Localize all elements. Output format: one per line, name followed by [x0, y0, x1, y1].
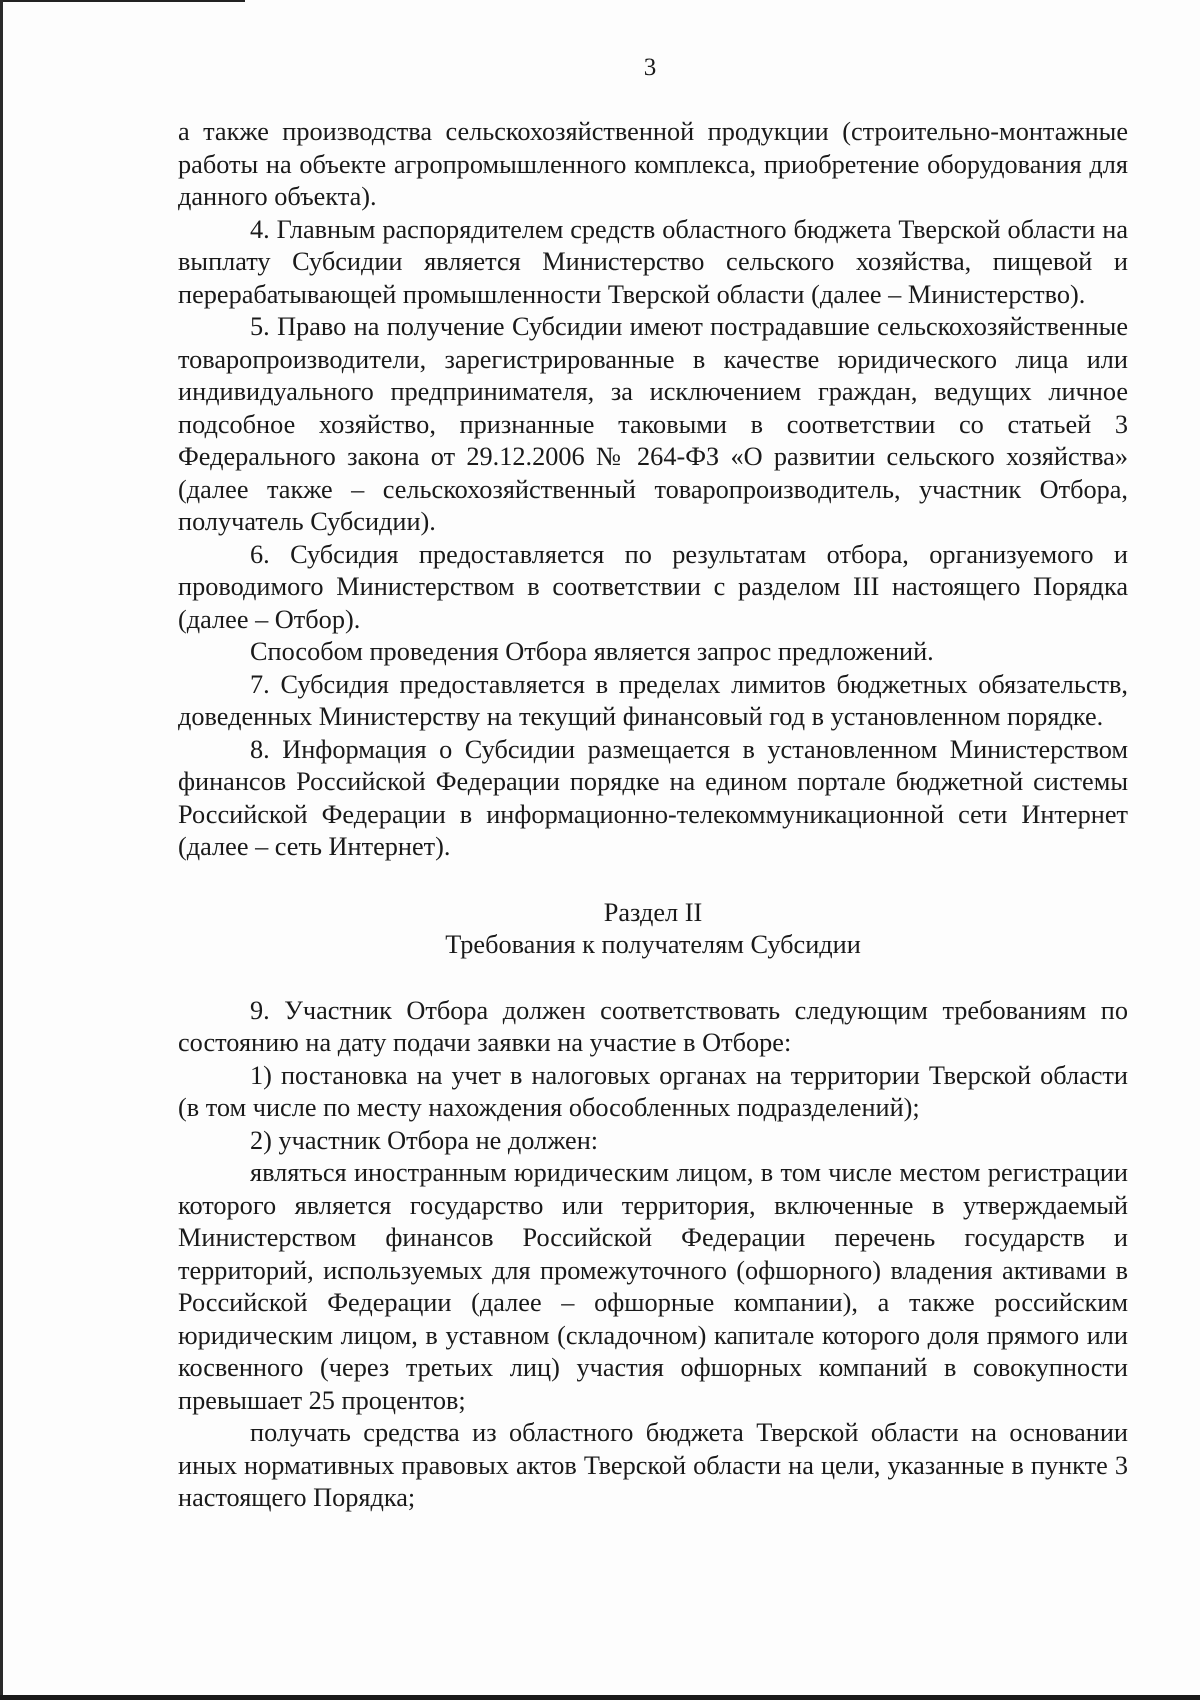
scan-left-edge: [0, 0, 3, 1700]
paragraph-item-6: 6. Субсидия предоставляется по результатам отбора, организуемого и проводимого Министерством в соответствии с разделом III настоящего Порядка (далее – Отбор).: [178, 539, 1128, 634]
section-title: Требования к получателям Субсидии: [445, 930, 861, 959]
paragraph-item-8: 8. Информация о Субсидии размещается в установленном Министерством финансов Российской Федерации порядке на едином портале бюджетной системы Российской Федерации в информационно-телекоммуникационной сети Интернет (далее – сеть Интернет).: [178, 734, 1128, 861]
paragraph-item-9: 9. Участник Отбора должен соответствовать следующим требованиям по состоянию на дату подачи заявки на участие в Отборе:: [178, 995, 1128, 1057]
paragraph-requirement-funds: получать средства из областного бюджета Тверской области на основании иных нормативных правовых актов Тверской области на цели, указанные в пункте 3 настоящего Порядка;: [178, 1418, 1128, 1512]
paragraph-item-5: 5. Право на получение Субсидии имеют пострадавшие сельскохозяйственные товаропроизводители, зарегистрированные в качестве юридического лица или индивидуального предпринимателя, за исключением граждан, ведущих личное подсобное хозяйство, признанные таковыми в соответствии со статьей 3 Федерального закона от 29.12.2006 № 264-ФЗ «О развитии сельского хозяйства» (далее также – сельскохозяйственный товаропроизводитель, участник Отбора, получатель Субсидии).: [178, 312, 1128, 536]
paragraph-continuation: а также производства сельскохозяйственной продукции (строительно-монтажные работы на объекте агропромышленного комплекса, приобретение оборудования для данного объекта).: [178, 117, 1128, 211]
document-body: [178, 116, 1128, 1515]
scan-top-rule: [0, 0, 245, 2]
paragraph-subitem-1: 1) постановка на учет в налоговых органах на территории Тверской области (в том числе по месту нахождения обособленных подразделений);: [178, 1060, 1128, 1122]
scan-bottom-edge: [0, 1695, 1200, 1700]
paragraph-requirement-offshore: являться иностранным юридическим лицом, в том числе местом регистрации которого является государство или территория, включенные в утверждаемый Министерством финансов Российской Федерации перечень государств и территорий, используемых для промежуточного (офшорного) владения активами в Российской Федерации (далее – офшорные компании), а также российским юридическим лицом, в уставном (складочном) капитале которого доля прямого или косвенного (через третьих лиц) участия офшорных компаний в совокупности превышает 25 процентов;: [178, 1158, 1128, 1415]
paragraph-subitem-2: 2) участник Отбора не должен:: [250, 1125, 599, 1155]
paragraph-item-7: 7. Субсидия предоставляется в пределах лимитов бюджетных обязательств, доведенных Министерству на текущий финансовый год в установленном порядке.: [178, 669, 1128, 731]
paragraph-selection-method: Способом проведения Отбора является запрос предложений.: [250, 637, 934, 666]
section-number: Раздел II: [603, 897, 703, 927]
paragraph-item-4: 4. Главным распорядителем средств областного бюджета Тверской области на выплату Субсидии является Министерство сельского хозяйства, пищевой и перерабатывающей промышленности Тверской области (далее – Министерство).: [178, 214, 1128, 309]
page-number: 3: [643, 54, 657, 81]
